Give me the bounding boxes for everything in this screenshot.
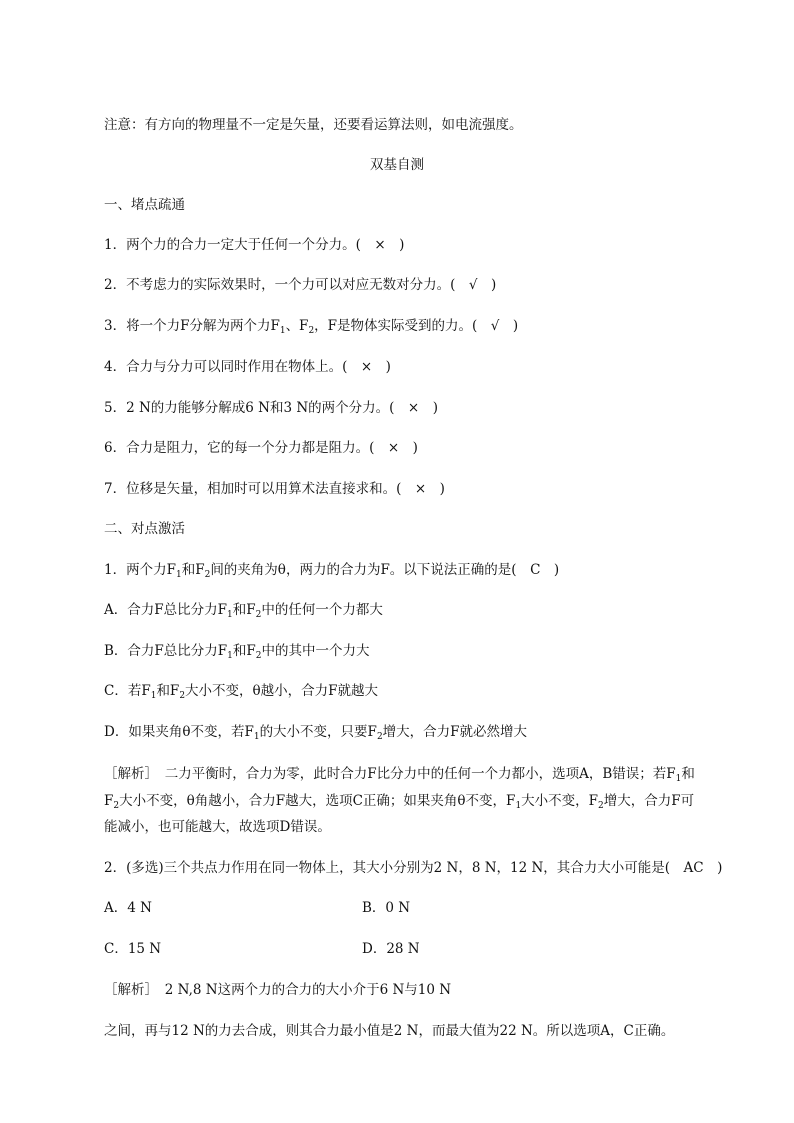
q1-option-a: A．合力F总比分力$F_1$和$F_2$中的任何一个力都大 bbox=[104, 602, 383, 620]
q1-option-c: C．若$F_1$和$F_2$大小不变，θ越小，合力F就越大 bbox=[104, 683, 379, 701]
q1-analysis-line-3: 能减小，也可能越大，故选项D错误。 bbox=[104, 819, 331, 835]
part1-item-3: 3．将一个力F分解为两个力$F_1$、$F_2$，F是物体实际受到的力。( √ ) bbox=[104, 318, 519, 336]
part1-item-1: 1．两个力的合力一定大于任何一个分力。( × ) bbox=[104, 237, 405, 253]
part1-item-4: 4．合力与分力可以同时作用在物体上。( × ) bbox=[104, 359, 391, 375]
part1-item-2: 2．不考虑力的实际效果时，一个力可以对应无数对分力。( √ ) bbox=[104, 277, 497, 293]
q1-analysis-line-2: $F_2$大小不变，θ角越小，合力F越大，选项C正确；如果夹角θ不变，$F_1$大小不变，$F_2$增大，合力F可 bbox=[104, 793, 695, 811]
q2-options-row-2 bbox=[104, 939, 420, 959]
part1-item-7: 7．位移是矢量，相加时可以用算术法直接求和。( × ) bbox=[104, 481, 445, 497]
q2-analysis-line-2: 之间，再与12 N的力去合成，则其合力最小值是2 N，而最大值为22 N。所以选项A，C正确。 bbox=[104, 1023, 675, 1039]
section-title: 双基自测 bbox=[370, 157, 424, 173]
q2-analysis-line-1: ［解析］ 2 N,8 N这两个力的合力的大小介于6 N与10 N bbox=[104, 982, 452, 998]
note-line: 注意：有方向的物理量不一定是矢量，还要看运算法则，如电流强度。 bbox=[104, 117, 523, 133]
q2-stem: 2．(多选)三个共点力作用在同一物体上，其大小分别为2 N，8 N，12 N，其合力大小可能是( AC ) bbox=[104, 860, 723, 876]
q1-analysis-line-1: ［解析］ 二力平衡时，合力为零，此时合力F比分力中的任何一个力都小，选项A，B错误；若$F_1$和 bbox=[104, 766, 695, 784]
q2-option-c: C．15 N bbox=[104, 941, 162, 957]
part2-heading: 二、对点激活 bbox=[104, 521, 185, 537]
q2-option-d: D．28 N bbox=[362, 941, 420, 957]
part1-heading: 一、堵点疏通 bbox=[104, 197, 185, 213]
q2-option-b: B．0 N bbox=[362, 900, 411, 916]
part1-item-5: 5．2 N的力能够分解成6 N和3 N的两个分力。( × ) bbox=[104, 400, 439, 416]
q2-option-a: A．4 N bbox=[104, 900, 152, 916]
q2-options-row-1 bbox=[104, 898, 411, 918]
q1-stem: 1．两个力$F_1$和$F_2$间的夹角为θ，两力的合力为F。以下说法正确的是( C ) bbox=[104, 562, 560, 580]
part1-item-6: 6．合力是阻力，它的每一个分力都是阻力。( × ) bbox=[104, 440, 418, 456]
q1-option-b: B．合力F总比分力$F_1$和$F_2$中的其中一个力大 bbox=[104, 643, 370, 661]
q1-option-d: D．如果夹角θ不变，若$F_1$的大小不变，只要$F_2$增大，合力F就必然增大 bbox=[104, 724, 528, 742]
